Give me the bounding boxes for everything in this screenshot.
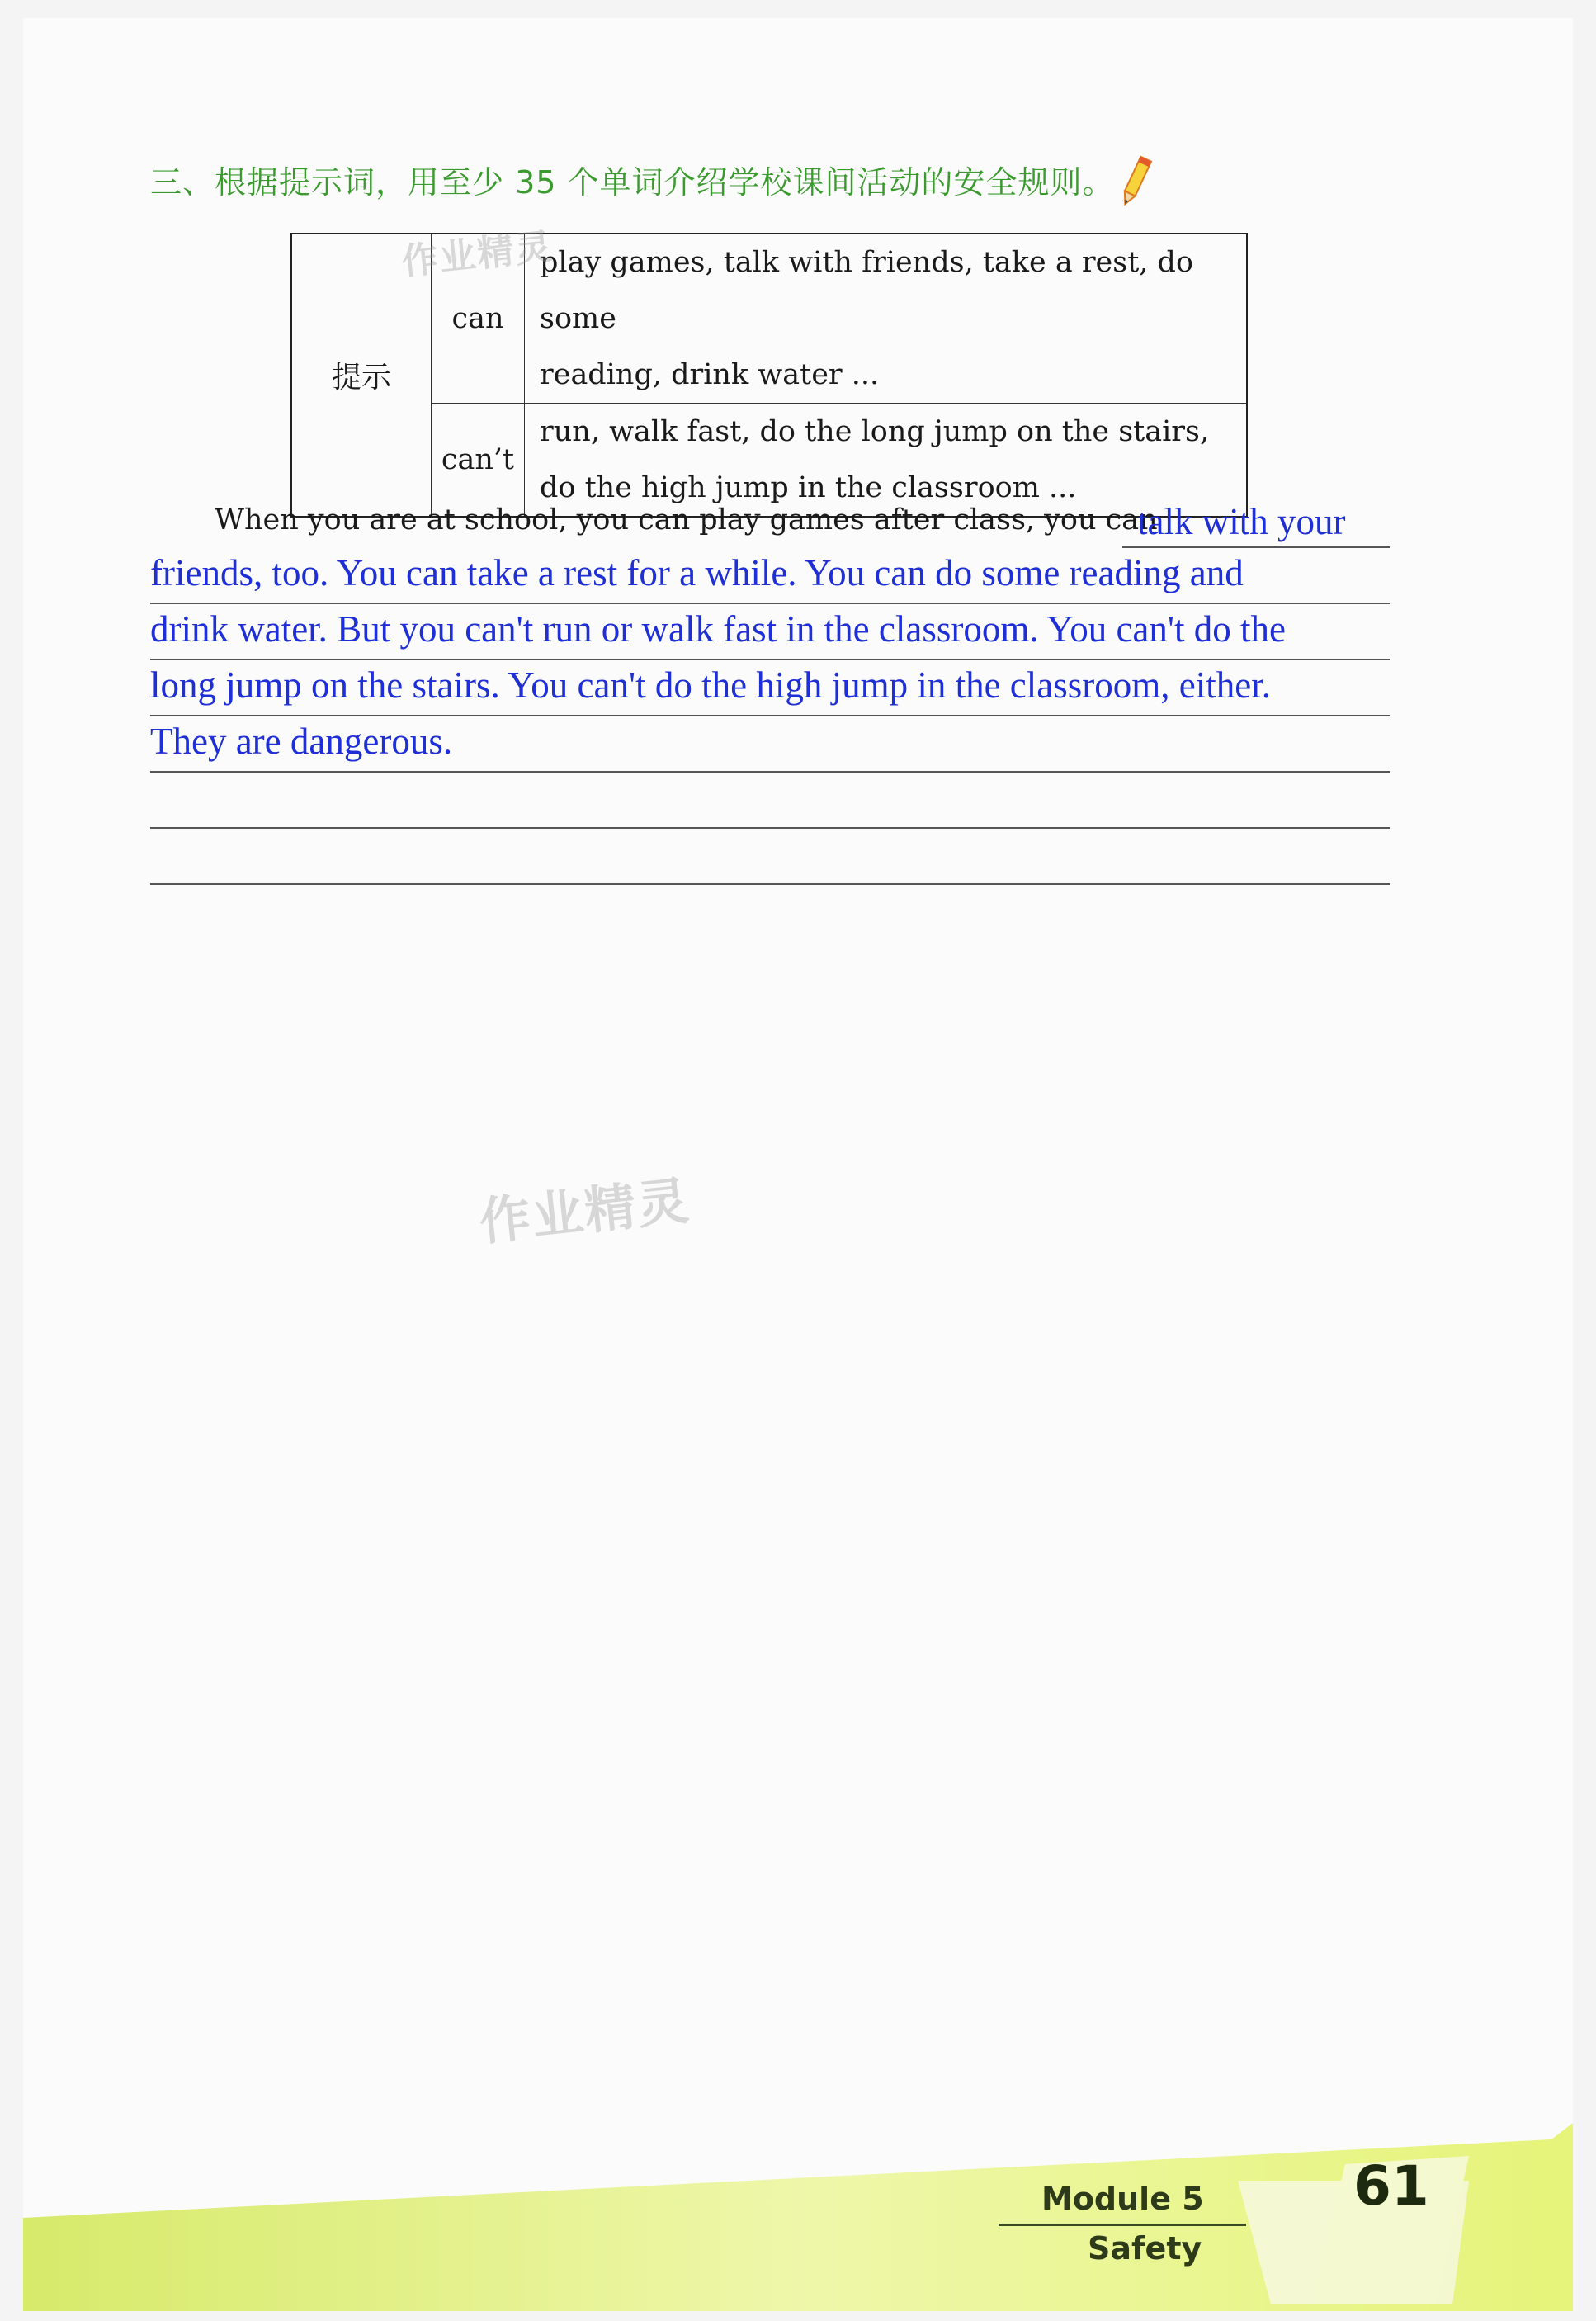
footer-divider <box>999 2224 1246 2226</box>
answer-text: drink water. But you can't run or walk fast in the classroom. You can't do the <box>150 608 1286 650</box>
footer-module: Module 5 <box>1041 2181 1204 2217</box>
hint-words-line: run, walk fast, do the long jump on the stairs, <box>540 415 1210 448</box>
hint-words-line: play games, talk with friends, take a rest, do some <box>540 246 1194 335</box>
exercise-instruction: 三、根据提示词，用至少 35 个单词介绍学校课间活动的安全规则。 <box>150 164 1115 201</box>
answer-text: talk with your <box>1137 501 1346 542</box>
watermark: 作业精灵 <box>399 225 555 284</box>
hint-label: 提示 <box>291 234 432 517</box>
page-number: 61 <box>1353 2154 1429 2218</box>
hint-mode-cant: can’t <box>432 404 525 518</box>
answer-text: friends, too. You can take a rest for a while. You can do some reading and <box>150 552 1244 593</box>
hint-mode-can: can <box>432 234 525 404</box>
answer-text: long jump on the stairs. You can't do the high jump in the classroom, either. <box>150 664 1271 706</box>
passage-given-start: When you are at school, you can play games after class, you can <box>215 503 1158 537</box>
answer-line <box>150 827 1390 885</box>
hint-words-line: reading, drink water ... <box>540 358 880 391</box>
pencil-icon <box>1116 154 1155 210</box>
watermark: 作业精灵 <box>476 1170 693 1253</box>
hint-row-cant <box>291 404 1247 518</box>
hint-words-can <box>525 234 1248 404</box>
answer-text: They are dangerous. <box>150 721 453 762</box>
hint-words-line: do the high jump in the classroom ... <box>540 471 1077 504</box>
answer-line <box>150 771 1390 829</box>
footer-topic: Safety <box>1088 2230 1202 2267</box>
